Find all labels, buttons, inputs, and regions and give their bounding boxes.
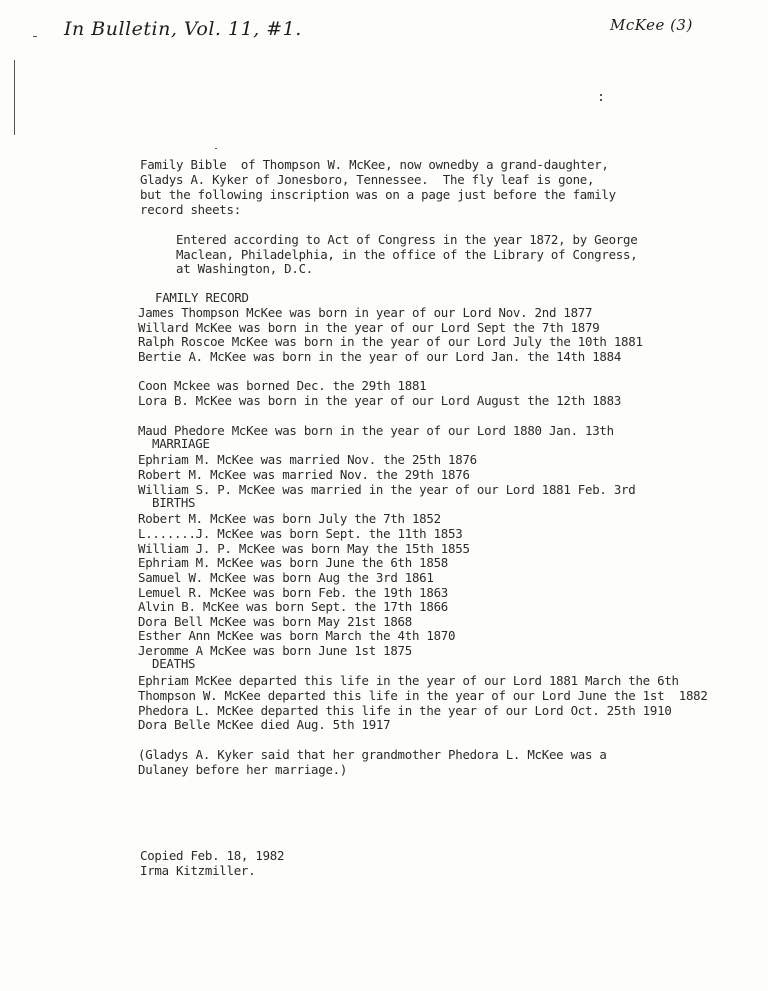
record-line: James Thompson McKee was born in year of our Lord Nov. 2nd 1877 xyxy=(138,305,593,320)
record-line: Maud Phedore McKee was born in the year of our Lord 1880 Jan. 13th xyxy=(138,423,614,438)
record-line: Jeromme A McKee was born June 1st 1875 xyxy=(138,643,412,658)
record-line: William S. P. McKee was married in the year of our Lord 1881 Feb. 3rd xyxy=(138,482,636,497)
record-line: Lemuel R. McKee was born Feb. the 19th 1863 xyxy=(138,585,449,600)
record-line: Ephriam McKee departed this life in the year of our Lord 1881 March the 6th xyxy=(138,673,679,688)
record-line: Dora Belle McKee died Aug. 5th 1917 xyxy=(138,717,391,732)
handwritten-citation: In Bulletin, Vol. 11, #1. xyxy=(64,18,302,40)
scan-dot xyxy=(215,148,217,149)
record-line: Alvin B. McKee was born Sept. the 17th 1866 xyxy=(138,599,449,614)
intro-line: Family Bible of Thompson W. McKee, now ownedby a grand-daughter, xyxy=(140,157,609,172)
record-line: Bertie A. McKee was born in the year of our Lord Jan. the 14th 1884 xyxy=(138,349,622,364)
scan-margin-line xyxy=(14,60,15,135)
note-line: Dulaney before her marriage.) xyxy=(138,762,348,777)
record-line: Lora B. McKee was born in the year of our Lord August the 12th 1883 xyxy=(138,393,622,408)
section-heading: FAMILY RECORD xyxy=(155,290,249,305)
inscription-line: at Washington, D.C. xyxy=(176,261,313,276)
record-line: Thompson W. McKee departed this life in the year of our Lord June the 1st 1882 xyxy=(138,688,708,703)
scan-dot xyxy=(600,94,602,96)
copier-name: Irma Kitzmiller. xyxy=(140,863,256,878)
scan-dot xyxy=(33,36,37,37)
record-line: Ephriam M. McKee was born June the 6th 1858 xyxy=(138,555,449,570)
record-line: Esther Ann McKee was born March the 4th 1870 xyxy=(138,628,456,643)
inscription-line: Maclean, Philadelphia, in the office of the Library of Congress, xyxy=(176,247,638,262)
section-heading: DEATHS xyxy=(152,656,196,671)
record-line: Ephriam M. McKee was married Nov. the 25th 1876 xyxy=(138,452,477,467)
intro-line: record sheets: xyxy=(140,202,241,217)
record-line: Samuel W. McKee was born Aug the 3rd 1861 xyxy=(138,570,434,585)
record-line: Dora Bell McKee was born May 21st 1868 xyxy=(138,614,412,629)
record-line: Coon Mckee was borned Dec. the 29th 1881 xyxy=(138,378,427,393)
copied-date: Copied Feb. 18, 1982 xyxy=(140,848,285,863)
handwritten-page-note: McKee (3) xyxy=(610,16,693,34)
section-heading: BIRTHS xyxy=(152,495,196,510)
record-line: Willard McKee was born in the year of our Lord Sept the 7th 1879 xyxy=(138,320,600,335)
record-line: Phedora L. McKee departed this life in the year of our Lord Oct. 25th 1910 xyxy=(138,703,672,718)
scan-dot xyxy=(600,99,602,101)
note-line: (Gladys A. Kyker said that her grandmother Phedora L. McKee was a xyxy=(138,747,607,762)
intro-line: but the following inscription was on a page just before the family xyxy=(140,187,616,202)
record-line: L.......J. McKee was born Sept. the 11th 1853 xyxy=(138,526,463,541)
record-line: Robert M. McKee was married Nov. the 29th 1876 xyxy=(138,467,470,482)
intro-line: Gladys A. Kyker of Jonesboro, Tennessee. The fly leaf is gone, xyxy=(140,172,595,187)
record-line: William J. P. McKee was born May the 15th 1855 xyxy=(138,541,470,556)
inscription-line: Entered according to Act of Congress in the year 1872, by George xyxy=(176,232,638,247)
record-line: Ralph Roscoe McKee was born in the year of our Lord July the 10th 1881 xyxy=(138,334,643,349)
section-heading: MARRIAGE xyxy=(152,436,210,451)
record-line: Robert M. McKee was born July the 7th 1852 xyxy=(138,511,441,526)
